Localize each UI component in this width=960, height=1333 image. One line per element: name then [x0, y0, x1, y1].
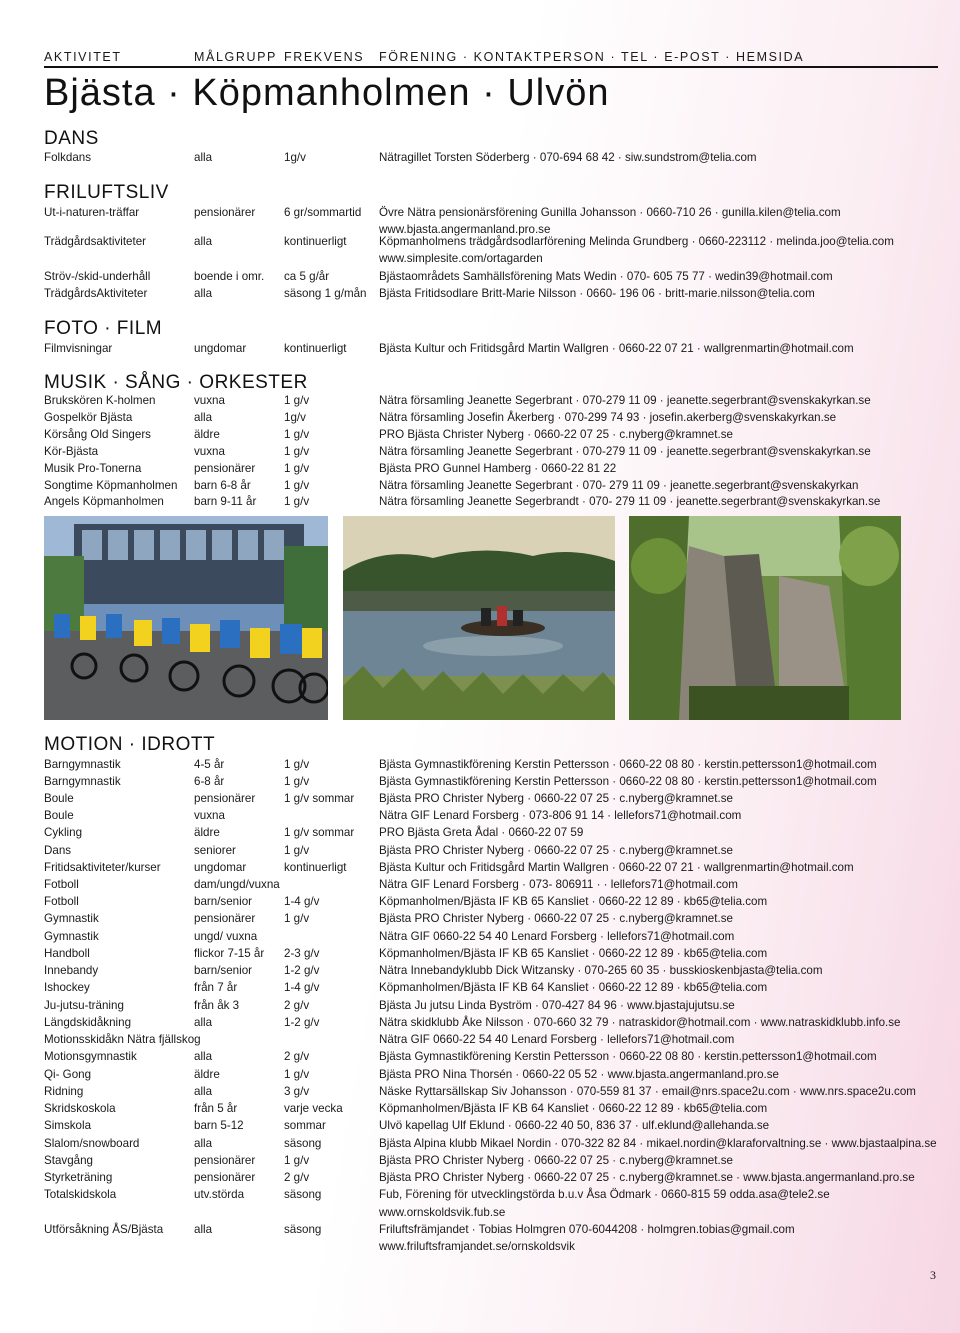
table-row: [44, 1152, 944, 1169]
cell-target-group: alla: [194, 411, 213, 424]
cell-target-group: äldre: [194, 1068, 220, 1081]
cell-target-group: från 7 år: [194, 981, 238, 994]
cell-frequency: 6 gr/sommartid: [284, 206, 362, 219]
cell-activity: Ishockey: [44, 981, 90, 994]
cell-target-group: barn/senior: [194, 895, 253, 908]
cell-contact: Bjästa PRO Christer Nyberg · 0660-22 07 25 · c.nyberg@kramnet.se: [379, 792, 733, 805]
cell-frequency: 2 g/v: [284, 1050, 310, 1063]
cell-frequency: 2-3 g/v: [284, 947, 320, 960]
page-number: 3: [930, 1268, 936, 1282]
photo-lake-boat: [343, 516, 615, 720]
cell-frequency: kontinuerligt: [284, 861, 347, 874]
cell-contact: Bjästa Ju jutsu Linda Byström · 070-427 84 96 · www.bjastajujutsu.se: [379, 999, 735, 1012]
cell-contact: Nätra GIF 0660-22 54 40 Lenard Forsberg · lellefors71@hotmail.com: [379, 930, 735, 943]
cell-activity: Ströv-/skid-underhåll: [44, 270, 151, 283]
header-frequency: FREKVENS: [284, 50, 365, 64]
cell-contact: Bjästa PRO Christer Nyberg · 0660-22 07 25 · c.nyberg@kramnet.se · www.bjasta.angermanland.pro.se: [379, 1171, 915, 1184]
cell-activity: Fritidsaktiviteter/kurser: [44, 861, 161, 874]
cell-target-group: boende i omr.: [194, 270, 265, 283]
header-activity: AKTIVITET: [44, 50, 122, 64]
cell-contact: Fub, Förening för utvecklingstörda b.u.v Åsa Ödmark · 0660-815 59 odda.asa@tele2.se: [379, 1188, 830, 1201]
table-row: [44, 426, 944, 443]
table-row: [44, 997, 944, 1014]
cell-activity: Körsång Old Singers: [44, 428, 151, 441]
cell-frequency: 2 g/v: [284, 1171, 310, 1184]
header-contact: FÖRENING · KONTAKTPERSON · TEL · E-POST · HEMSIDA: [379, 50, 805, 64]
cell-target-group: ungdomar: [194, 861, 247, 874]
table-row: [44, 250, 944, 267]
cell-target-group: ungd/ vuxna: [194, 930, 258, 943]
cell-activity: Filmvisningar: [44, 342, 113, 355]
cell-activity: Gymnastik: [44, 930, 99, 943]
cell-contact: Köpmanholmen/Bjästa IF KB 65 Kansliet · 0660-22 12 89 · kb65@telia.com: [379, 947, 768, 960]
cell-contact: Köpmanholmen/Bjästa IF KB 64 Kansliet · 0660-22 12 89 · kb65@telia.com: [379, 981, 768, 994]
cell-contact: Nätra GIF 0660-22 54 40 Lenard Forsberg · lellefors71@hotmail.com: [379, 1033, 735, 1046]
cell-activity: Fotboll: [44, 895, 79, 908]
cell-target-group: alla: [194, 1137, 213, 1150]
table-row: [44, 1135, 944, 1152]
table-row: [44, 1186, 944, 1203]
cell-activity: Boule: [44, 809, 74, 822]
table-row: [44, 876, 944, 893]
cell-activity: TrädgårdsAktiviteter: [44, 287, 148, 300]
cell-target-group: äldre: [194, 428, 220, 441]
table-row: [44, 807, 944, 824]
cell-frequency: 1-2 g/v: [284, 964, 320, 977]
cell-contact: Nätra Innebandyklubb Dick Witzansky · 070-265 60 35 · busskioskenbjasta@telia.com: [379, 964, 823, 977]
table-row: [44, 443, 944, 460]
table-row: [44, 790, 944, 807]
cell-contact: Nätra skidklubb Åke Nilsson · 070-660 32 79 · natraskidor@hotmail.com · www.natraskidklubb.info.se: [379, 1016, 901, 1029]
section-heading: MUSIK · SÅNG · ORKESTER: [44, 372, 308, 393]
table-row: [44, 962, 944, 979]
cell-frequency: 1 g/v: [284, 445, 310, 458]
table-row: [44, 928, 944, 945]
cell-contact: Bjästaområdets Samhällsförening Mats Wedin · 070- 605 75 77 · wedin39@hotmail.com: [379, 270, 833, 283]
cell-target-group: alla: [194, 287, 213, 300]
cell-activity: Gospelkör Bjästa: [44, 411, 133, 424]
cell-target-group: från åk 3: [194, 999, 240, 1012]
cell-target-group: vuxna: [194, 809, 225, 822]
cell-frequency: sommar: [284, 1119, 326, 1132]
cell-activity: Fotboll: [44, 878, 79, 891]
cell-contact: Nätra församling Jeanette Segerbrant · 070-279 11 09 · jeanette.segerbrant@svenskakyrkan.se: [379, 394, 871, 407]
table-row: [44, 268, 944, 285]
cell-frequency: 1 g/v: [284, 758, 310, 771]
cell-target-group: pensionärer: [194, 912, 256, 925]
cell-contact: Nätra församling Jeanette Segerbrant · 070- 279 11 09 · jeanette.segerbrant@svenskakyrkan: [379, 479, 859, 492]
section-heading: FOTO · FILM: [44, 318, 163, 339]
cell-contact: Köpmanholmen/Bjästa IF KB 64 Kansliet · 0660-22 12 89 · kb65@telia.com: [379, 1102, 768, 1115]
table-row: [44, 1048, 944, 1065]
cell-frequency: säsong: [284, 1137, 322, 1150]
cell-contact: Bjästa Gymnastikförening Kerstin Pettersson · 0660-22 08 80 · kerstin.pettersson1@hotmail.com: [379, 1050, 877, 1063]
page-title: Bjästa · Köpmanholmen · Ulvön: [44, 72, 610, 114]
cell-contact: PRO Bjästa Greta Ådal · 0660-22 07 59: [379, 826, 584, 839]
cell-frequency: varje vecka: [284, 1102, 343, 1115]
cell-contact: Nätra församling Jeanette Segerbrandt · 070- 279 11 09 · jeanette.segerbrant@svenskakyrkan.se: [379, 495, 881, 508]
cell-activity: Innebandy: [44, 964, 99, 977]
cell-activity: Totalskidskola: [44, 1188, 117, 1201]
cell-contact: Nätra församling Josefin Åkerberg · 070-299 74 93 · josefin.akerberg@svenskakyrkan.se: [379, 411, 837, 424]
cell-activity: Motionsskidåkn Nätra fjällskog: [44, 1033, 201, 1046]
cell-activity: Slalom/snowboard: [44, 1137, 140, 1150]
cell-activity: Gymnastik: [44, 912, 99, 925]
cell-activity: Ut-i-naturen-träffar: [44, 206, 140, 219]
table-row: [44, 1221, 944, 1238]
cell-activity: Cykling: [44, 826, 83, 839]
cell-contact: Bjästa Gymnastikförening Kerstin Pettersson · 0660-22 08 80 · kerstin.pettersson1@hotmail.com: [379, 758, 877, 771]
cell-target-group: vuxna: [194, 445, 225, 458]
cell-frequency: 1-4 g/v: [284, 981, 320, 994]
cell-target-group: alla: [194, 1016, 213, 1029]
table-row: [44, 945, 944, 962]
cell-frequency: säsong: [284, 1223, 322, 1236]
cell-activity: Styrketräning: [44, 1171, 113, 1184]
cell-target-group: barn 5-12: [194, 1119, 244, 1132]
table-row: [44, 893, 944, 910]
cell-activity: Musik Pro-Tonerna: [44, 462, 142, 475]
cell-contact: Bjästa PRO Christer Nyberg · 0660-22 07 25 · c.nyberg@kramnet.se: [379, 844, 733, 857]
table-row: [44, 1204, 944, 1221]
cell-frequency: 1 g/v: [284, 1068, 310, 1081]
cell-activity: Kör-Bjästa: [44, 445, 99, 458]
table-row: [44, 1169, 944, 1186]
cell-target-group: pensionärer: [194, 1171, 256, 1184]
cell-contact: Övre Nätra pensionärsförening Gunilla Johansson · 0660-710 26 · gunilla.kilen@telia.com: [379, 206, 841, 219]
cell-frequency: 1-4 g/v: [284, 895, 320, 908]
table-row: [44, 1014, 944, 1031]
cell-frequency: 1 g/v: [284, 912, 310, 925]
cell-frequency: ca 5 g/år: [284, 270, 330, 283]
cell-frequency: kontinuerligt: [284, 235, 347, 248]
cell-frequency: 1 g/v: [284, 462, 310, 475]
table-row: [44, 285, 944, 302]
cell-activity: Simskola: [44, 1119, 92, 1132]
cell-target-group: äldre: [194, 826, 220, 839]
cell-target-group: barn 6-8 år: [194, 479, 251, 492]
cell-target-group: utv.störda: [194, 1188, 245, 1201]
cell-target-group: pensionärer: [194, 792, 256, 805]
cell-frequency: 1 g/v: [284, 1154, 310, 1167]
table-row: [44, 392, 944, 409]
cell-frequency: 1 g/v sommar: [284, 792, 355, 805]
cell-activity: Boule: [44, 792, 74, 805]
cell-frequency: 1 g/v: [284, 479, 310, 492]
cell-target-group: 4-5 år: [194, 758, 225, 771]
cell-frequency: 1g/v: [284, 151, 306, 164]
cell-activity: Barngymnastik: [44, 775, 121, 788]
table-row: [44, 1117, 944, 1134]
cell-activity: Angels Köpmanholmen: [44, 495, 164, 508]
cell-contact: www.simplesite.com/ortagarden: [379, 252, 543, 265]
table-row: [44, 773, 944, 790]
cell-contact: Bjästa PRO Christer Nyberg · 0660-22 07 25 · c.nyberg@kramnet.se: [379, 1154, 733, 1167]
cell-frequency: säsong: [284, 1188, 322, 1201]
cell-frequency: kontinuerligt: [284, 342, 347, 355]
cell-contact: PRO Bjästa Christer Nyberg · 0660-22 07 25 · c.nyberg@kramnet.se: [379, 428, 733, 441]
table-row: [44, 409, 944, 426]
section-heading: MOTION · IDROTT: [44, 734, 216, 755]
cell-target-group: dam/ungd/vuxna: [194, 878, 280, 891]
cell-contact: Bjästa Gymnastikförening Kerstin Pettersson · 0660-22 08 80 · kerstin.pettersson1@hotmail.com: [379, 775, 877, 788]
table-row: [44, 340, 944, 357]
table-row: [44, 1100, 944, 1117]
cell-frequency: 1g/v: [284, 411, 306, 424]
table-row: [44, 1066, 944, 1083]
cell-target-group: flickor 7-15 år: [194, 947, 265, 960]
cell-activity: Folkdans: [44, 151, 92, 164]
cell-activity: Motionsgymnastik: [44, 1050, 137, 1063]
cell-contact: www.friluftsframjandet.se/ornskoldsvik: [379, 1240, 575, 1253]
cell-frequency: 1 g/v sommar: [284, 826, 355, 839]
cell-contact: Nätra GIF Lenard Forsberg · 073-806 91 14 · lellefors71@hotmail.com: [379, 809, 742, 822]
cell-target-group: ungdomar: [194, 342, 247, 355]
column-header-row: [44, 50, 938, 68]
cell-frequency: 1 g/v: [284, 844, 310, 857]
cell-frequency: 1 g/v: [284, 428, 310, 441]
table-row: [44, 842, 944, 859]
cell-target-group: pensionärer: [194, 462, 256, 475]
cell-contact: Bjästa PRO Gunnel Hamberg · 0660-22 81 22: [379, 462, 617, 475]
table-row: [44, 460, 944, 477]
cell-contact: Ulvö kapellag Ulf Eklund · 0660-22 40 50, 836 37 · ulf.eklund@allehanda.se: [379, 1119, 770, 1132]
cell-activity: Utförsåkning ÅS/Bjästa: [44, 1223, 164, 1236]
cell-contact: Bjästa Kultur och Fritidsgård Martin Wallgren · 0660-22 07 21 · wallgrenmartin@hotmail.com: [379, 342, 854, 355]
cell-target-group: alla: [194, 1050, 213, 1063]
cell-activity: Stavgång: [44, 1154, 93, 1167]
cell-frequency: 1 g/v: [284, 775, 310, 788]
cell-target-group: alla: [194, 151, 213, 164]
header-target-group: MÅLGRUPP: [194, 50, 277, 64]
cell-contact: Nätra GIF Lenard Forsberg · 073- 806911 · · lellefors71@hotmail.com: [379, 878, 738, 891]
cell-activity: Brukskören K-holmen: [44, 394, 156, 407]
cell-contact: Nätra församling Jeanette Segerbrant · 070-279 11 09 · jeanette.segerbrant@svenskakyrkan.se: [379, 445, 871, 458]
cell-contact: www.bjasta.angermanland.pro.se: [379, 223, 551, 236]
cell-activity: Ridning: [44, 1085, 84, 1098]
table-row: [44, 1238, 944, 1255]
table-row: [44, 149, 944, 166]
cell-contact: Bjästa PRO Nina Thorsén · 0660-22 05 52 · www.bjasta.angermanland.pro.se: [379, 1068, 779, 1081]
cell-activity: Qi- Gong: [44, 1068, 92, 1081]
section-heading: DANS: [44, 128, 99, 149]
cell-contact: Bjästa Kultur och Fritidsgård Martin Wallgren · 0660-22 07 21 · wallgrenmartin@hotmail.com: [379, 861, 854, 874]
cell-contact: Köpmanholmen/Bjästa IF KB 65 Kansliet · 0660-22 12 89 · kb65@telia.com: [379, 895, 768, 908]
cell-target-group: pensionärer: [194, 206, 256, 219]
cell-activity: Trädgårdsaktiviteter: [44, 235, 147, 248]
table-row: [44, 233, 944, 250]
cell-target-group: barn 9-11 år: [194, 495, 257, 508]
cell-contact: Bjästa Fritidsodlare Britt-Marie Nilsson · 0660- 196 06 · britt-marie.nilsson@telia.com: [379, 287, 815, 300]
cell-target-group: 6-8 år: [194, 775, 225, 788]
cell-frequency: säsong 1 g/mån: [284, 287, 367, 300]
cell-contact: Bjästa PRO Christer Nyberg · 0660-22 07 25 · c.nyberg@kramnet.se: [379, 912, 733, 925]
cell-activity: Skridskoskola: [44, 1102, 116, 1115]
section-heading: FRILUFTSLIV: [44, 182, 169, 203]
cell-frequency: 1 g/v: [284, 495, 310, 508]
cell-frequency: 3 g/v: [284, 1085, 310, 1098]
table-row: [44, 1031, 944, 1048]
table-row: [44, 1083, 944, 1100]
cell-target-group: pensionärer: [194, 1154, 256, 1167]
photo-rock-crevice: [629, 516, 901, 720]
cell-target-group: seniorer: [194, 844, 236, 857]
cell-target-group: alla: [194, 1223, 213, 1236]
cell-activity: Längdskidåkning: [44, 1016, 132, 1029]
table-row: [44, 824, 944, 841]
table-row: [44, 756, 944, 773]
cell-activity: Barngymnastik: [44, 758, 121, 771]
cell-contact: Bjästa Alpina klubb Mikael Nordin · 070-322 82 84 · mikael.nordin@klaraforvaltning.se · www.bjastaalpina.se: [379, 1137, 937, 1150]
cell-target-group: alla: [194, 1085, 213, 1098]
cell-activity: Songtime Köpmanholmen: [44, 479, 178, 492]
cell-target-group: vuxna: [194, 394, 225, 407]
cell-activity: Handboll: [44, 947, 90, 960]
cell-activity: Ju-jutsu-träning: [44, 999, 124, 1012]
cell-contact: Köpmanholmens trädgårdsodlarförening Melinda Grundberg · 0660-223112 · melinda.joo@telia.com: [379, 235, 894, 248]
table-row: [44, 493, 944, 510]
cell-frequency: 1 g/v: [284, 394, 310, 407]
table-row: [44, 477, 944, 494]
table-row: [44, 910, 944, 927]
photo-cyclists: [44, 516, 328, 720]
cell-contact: Näske Ryttarsällskap Siv Johansson · 070-559 81 37 · email@nrs.space2u.com · www.nrs.space2u.com: [379, 1085, 916, 1098]
cell-contact: Nätragillet Torsten Söderberg · 070-694 68 42 · siw.sundstrom@telia.com: [379, 151, 757, 164]
cell-frequency: 1-2 g/v: [284, 1016, 320, 1029]
cell-contact: Friluftsfrämjandet · Tobias Holmgren 070-6044208 · holmgren.tobias@gmail.com: [379, 1223, 795, 1236]
cell-activity: Dans: [44, 844, 72, 857]
table-row: [44, 204, 944, 221]
cell-target-group: alla: [194, 235, 213, 248]
cell-target-group: från 5 år: [194, 1102, 238, 1115]
cell-frequency: 2 g/v: [284, 999, 310, 1012]
cell-target-group: barn/senior: [194, 964, 253, 977]
table-row: [44, 859, 944, 876]
table-row: [44, 979, 944, 996]
cell-contact: www.ornskoldsvik.fub.se: [379, 1206, 506, 1219]
